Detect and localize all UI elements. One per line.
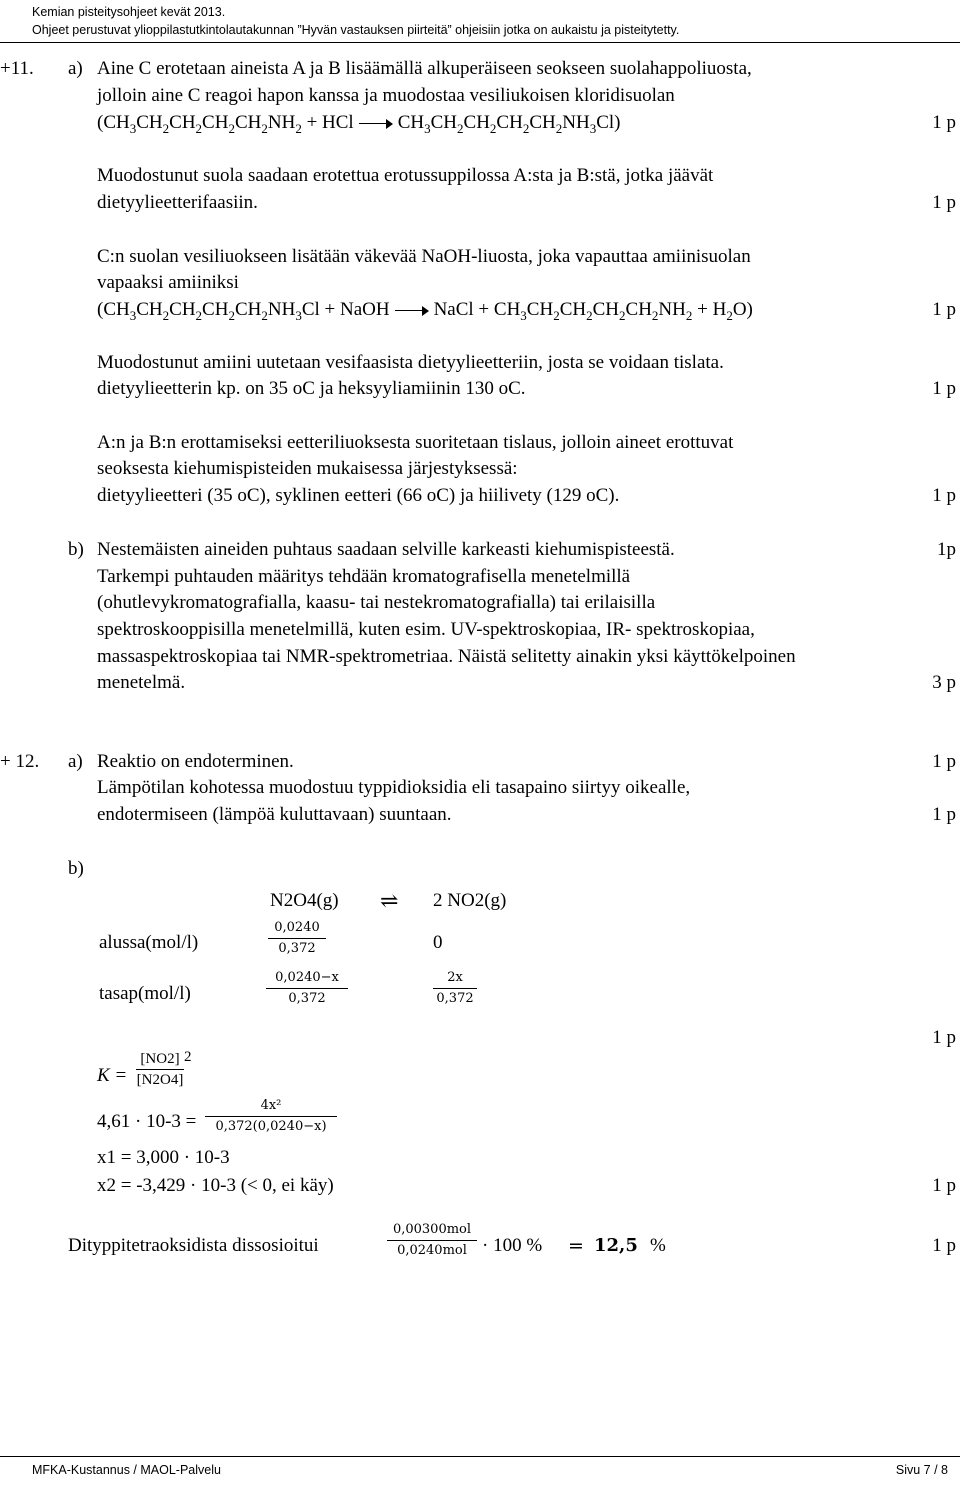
final-percent: % bbox=[650, 1235, 666, 1256]
equation-2-right: NaCl + $CH_3CH_2CH_2CH_2CH_2NH_2 + H_2O$) bbox=[433, 299, 753, 323]
calc1-left: 4,61 · 10-3 = bbox=[97, 1111, 197, 1132]
species-right: 2 NO2(g) bbox=[433, 890, 507, 911]
q11-s3-line2: dietyylieetterin kp. on 35 oC ja heksyyliamiinin 130 oC. bbox=[97, 378, 526, 399]
q11-points-5: 1 p bbox=[932, 485, 956, 506]
final-equals: = bbox=[568, 1235, 584, 1257]
k-numerator: [NO2] bbox=[140, 1051, 180, 1067]
final-denominator: 0,0240mol bbox=[397, 1243, 467, 1258]
q12-points-3: 1 p bbox=[932, 1027, 956, 1048]
calc1-numerator: 4x² bbox=[260, 1098, 282, 1113]
row1-left-denominator: 0,372 bbox=[278, 941, 316, 956]
fraction-bar bbox=[136, 1069, 184, 1070]
equation-2-left: ($CH_3CH_2CH_2CH_2CH_2NH_3Cl$ + NaOH bbox=[97, 299, 390, 323]
q11-b-line1: Nestemäisten aineiden puhtaus saadaan selville karkeasti kiehumispisteestä. bbox=[97, 539, 675, 560]
q12-a-line3: endotermiseen (lämpöä kuluttavaan) suuntaan. bbox=[97, 804, 452, 825]
q11-s1-line2: dietyylieetterifaasiin. bbox=[97, 192, 258, 213]
q11-b-line5: massaspektroskopiaa tai NMR-spektrometriaa. Näistä selitetty ainakin yksi käyttökelpoinen bbox=[97, 646, 796, 667]
header-subtitle: Ohjeet perustuvat ylioppilastutkintolautakunnan ”Hyvän vastauksen piirteitä” ohjeisiin jotka on aukaistu ja pisteitytetty. bbox=[32, 23, 680, 37]
q11-s1-line1: Muodostunut suola saadaan erotettua erotussuppilossa A:sta ja B:stä, jotka jäävät bbox=[97, 165, 714, 186]
q11-b-label: b) bbox=[68, 539, 84, 560]
q11-a-line1: Aine C erotetaan aineista A ja B lisäämällä alkuperäiseen seokseen suolahappoliuosta, bbox=[97, 58, 752, 79]
q12-points-2: 1 p bbox=[932, 804, 956, 825]
footer-divider bbox=[0, 1456, 960, 1457]
row1-left-numerator: 0,0240 bbox=[274, 920, 320, 935]
row1-right: 0 bbox=[433, 932, 443, 953]
equilibrium-arrows-icon: ⇌ bbox=[380, 888, 399, 913]
k-denominator: [N2O4] bbox=[136, 1072, 184, 1088]
row2-right-denominator: 0,372 bbox=[436, 991, 474, 1006]
q12-points-1: 1 p bbox=[932, 751, 956, 772]
x1-line: x1 = 3,000 · 10-3 bbox=[97, 1147, 230, 1168]
q11-equation-1 bbox=[97, 111, 620, 141]
reaction-arrow-icon bbox=[359, 119, 393, 129]
q11-b-line3: (ohutlevykromatografialla, kaasu- tai nestekromatografialla) tai erilaisilla bbox=[97, 592, 656, 613]
species-left: N2O4(g) bbox=[270, 890, 339, 911]
q11-a-label: a) bbox=[68, 58, 83, 79]
footer-publisher: MFKA-Kustannus / MAOL-Palvelu bbox=[32, 1463, 221, 1477]
equation-1-left: ($CH_3CH_2CH_2CH_2CH_2NH_2$ + HCl bbox=[97, 112, 354, 136]
q12-points-5: 1 p bbox=[932, 1235, 956, 1256]
q11-s2-line2: vapaaksi amiiniksi bbox=[97, 272, 239, 293]
calc1-fraction bbox=[205, 1098, 337, 1135]
row2-left-denominator: 0,372 bbox=[288, 991, 326, 1006]
final-numerator: 0,00300mol bbox=[392, 1222, 472, 1237]
final-label: Dityppitetraoksidista dissosioitui bbox=[68, 1235, 319, 1256]
q11-a-line2: jolloin aine C reagoi hapon kanssa ja muodostaa vesiliukoisen kloridisuolan bbox=[97, 85, 675, 106]
q12-a-line1: Reaktio on endoterminen. bbox=[97, 751, 294, 772]
header-divider bbox=[0, 42, 960, 43]
fraction-bar bbox=[387, 1240, 477, 1241]
q12-b-label: b) bbox=[68, 858, 84, 879]
q11-b-line6: menetelmä. bbox=[97, 672, 186, 693]
q12-number: + 12. bbox=[0, 751, 40, 772]
q11-s4-line2: seoksesta kiehumispisteiden mukaisessa järjestyksessä: bbox=[97, 458, 518, 479]
q11-s2-line1: C:n suolan vesiliuokseen lisätään väkevää NaOH-liuosta, joka vapauttaa amiinisuolan bbox=[97, 246, 751, 267]
q11-s4-line3: dietyylieetteri (35 oC), syklinen eetteri (66 oC) ja hiilivety (129 oC). bbox=[97, 485, 620, 506]
row2-label: tasap(mol/l) bbox=[99, 983, 191, 1004]
final-tail: · 100 % bbox=[482, 1235, 543, 1256]
q11-b-line2: Tarkempi puhtauden määritys tehdään kromatografisella menetelmillä bbox=[97, 566, 631, 587]
q11-points-3: 1 p bbox=[932, 299, 956, 320]
q11-points-6: 1p bbox=[937, 539, 956, 560]
fraction-bar bbox=[266, 988, 348, 989]
fraction-bar bbox=[205, 1116, 337, 1117]
row2-right-fraction bbox=[433, 970, 477, 1007]
q11-points-2: 1 p bbox=[932, 192, 956, 213]
equation-1-right: $CH_3CH_2CH_2CH_2CH_2NH_3Cl$) bbox=[397, 112, 621, 136]
row2-left-fraction bbox=[266, 970, 348, 1007]
final-fraction bbox=[387, 1222, 477, 1259]
q11-points-1: 1 p bbox=[932, 112, 956, 133]
q12-a-label: a) bbox=[68, 751, 83, 772]
q11-points-7: 3 p bbox=[932, 672, 956, 693]
row1-label: alussa(mol/l) bbox=[99, 932, 199, 953]
q11-points-4: 1 p bbox=[932, 378, 956, 399]
row2-left-numerator: 0,0240−x bbox=[275, 970, 339, 985]
q11-number: +11. bbox=[0, 58, 34, 79]
k-label: K = bbox=[97, 1065, 128, 1086]
k-exponent: 2 bbox=[184, 1049, 192, 1065]
q11-s4-line1: A:n ja B:n erottamiseksi eetteriliuoksesta suoritetaan tislaus, jolloin aineet erottuvat bbox=[97, 432, 734, 453]
q12-points-4: 1 p bbox=[932, 1175, 956, 1196]
x2-line: x2 = -3,429 · 10-3 (< 0, ei käy) bbox=[97, 1175, 334, 1196]
final-result: 12,5 bbox=[594, 1235, 638, 1256]
header-title: Kemian pisteitysohjeet kevät 2013. bbox=[32, 5, 226, 19]
q11-s3-line1: Muodostunut amiini uutetaan vesifaasista dietyylieetteriin, josta se voidaan tislata. bbox=[97, 352, 724, 373]
q11-equation-2 bbox=[97, 298, 753, 328]
calc1-denominator: 0,372(0,0240−x) bbox=[215, 1119, 327, 1134]
fraction-bar bbox=[433, 988, 477, 989]
fraction-bar bbox=[268, 938, 326, 939]
footer-page-number: Sivu 7 / 8 bbox=[895, 1463, 948, 1477]
q12-a-line2: Lämpötilan kohotessa muodostuu typpidioksidia eli tasapaino siirtyy oikealle, bbox=[97, 777, 691, 798]
q11-b-line4: spektroskooppisilla menetelmillä, kuten esim. UV-spektroskopiaa, IR- spektroskopiaa, bbox=[97, 619, 755, 640]
row1-left-fraction bbox=[268, 920, 326, 957]
reaction-arrow-icon bbox=[395, 306, 429, 316]
row2-right-numerator: 2x bbox=[447, 970, 463, 985]
k-fraction bbox=[136, 1050, 184, 1089]
